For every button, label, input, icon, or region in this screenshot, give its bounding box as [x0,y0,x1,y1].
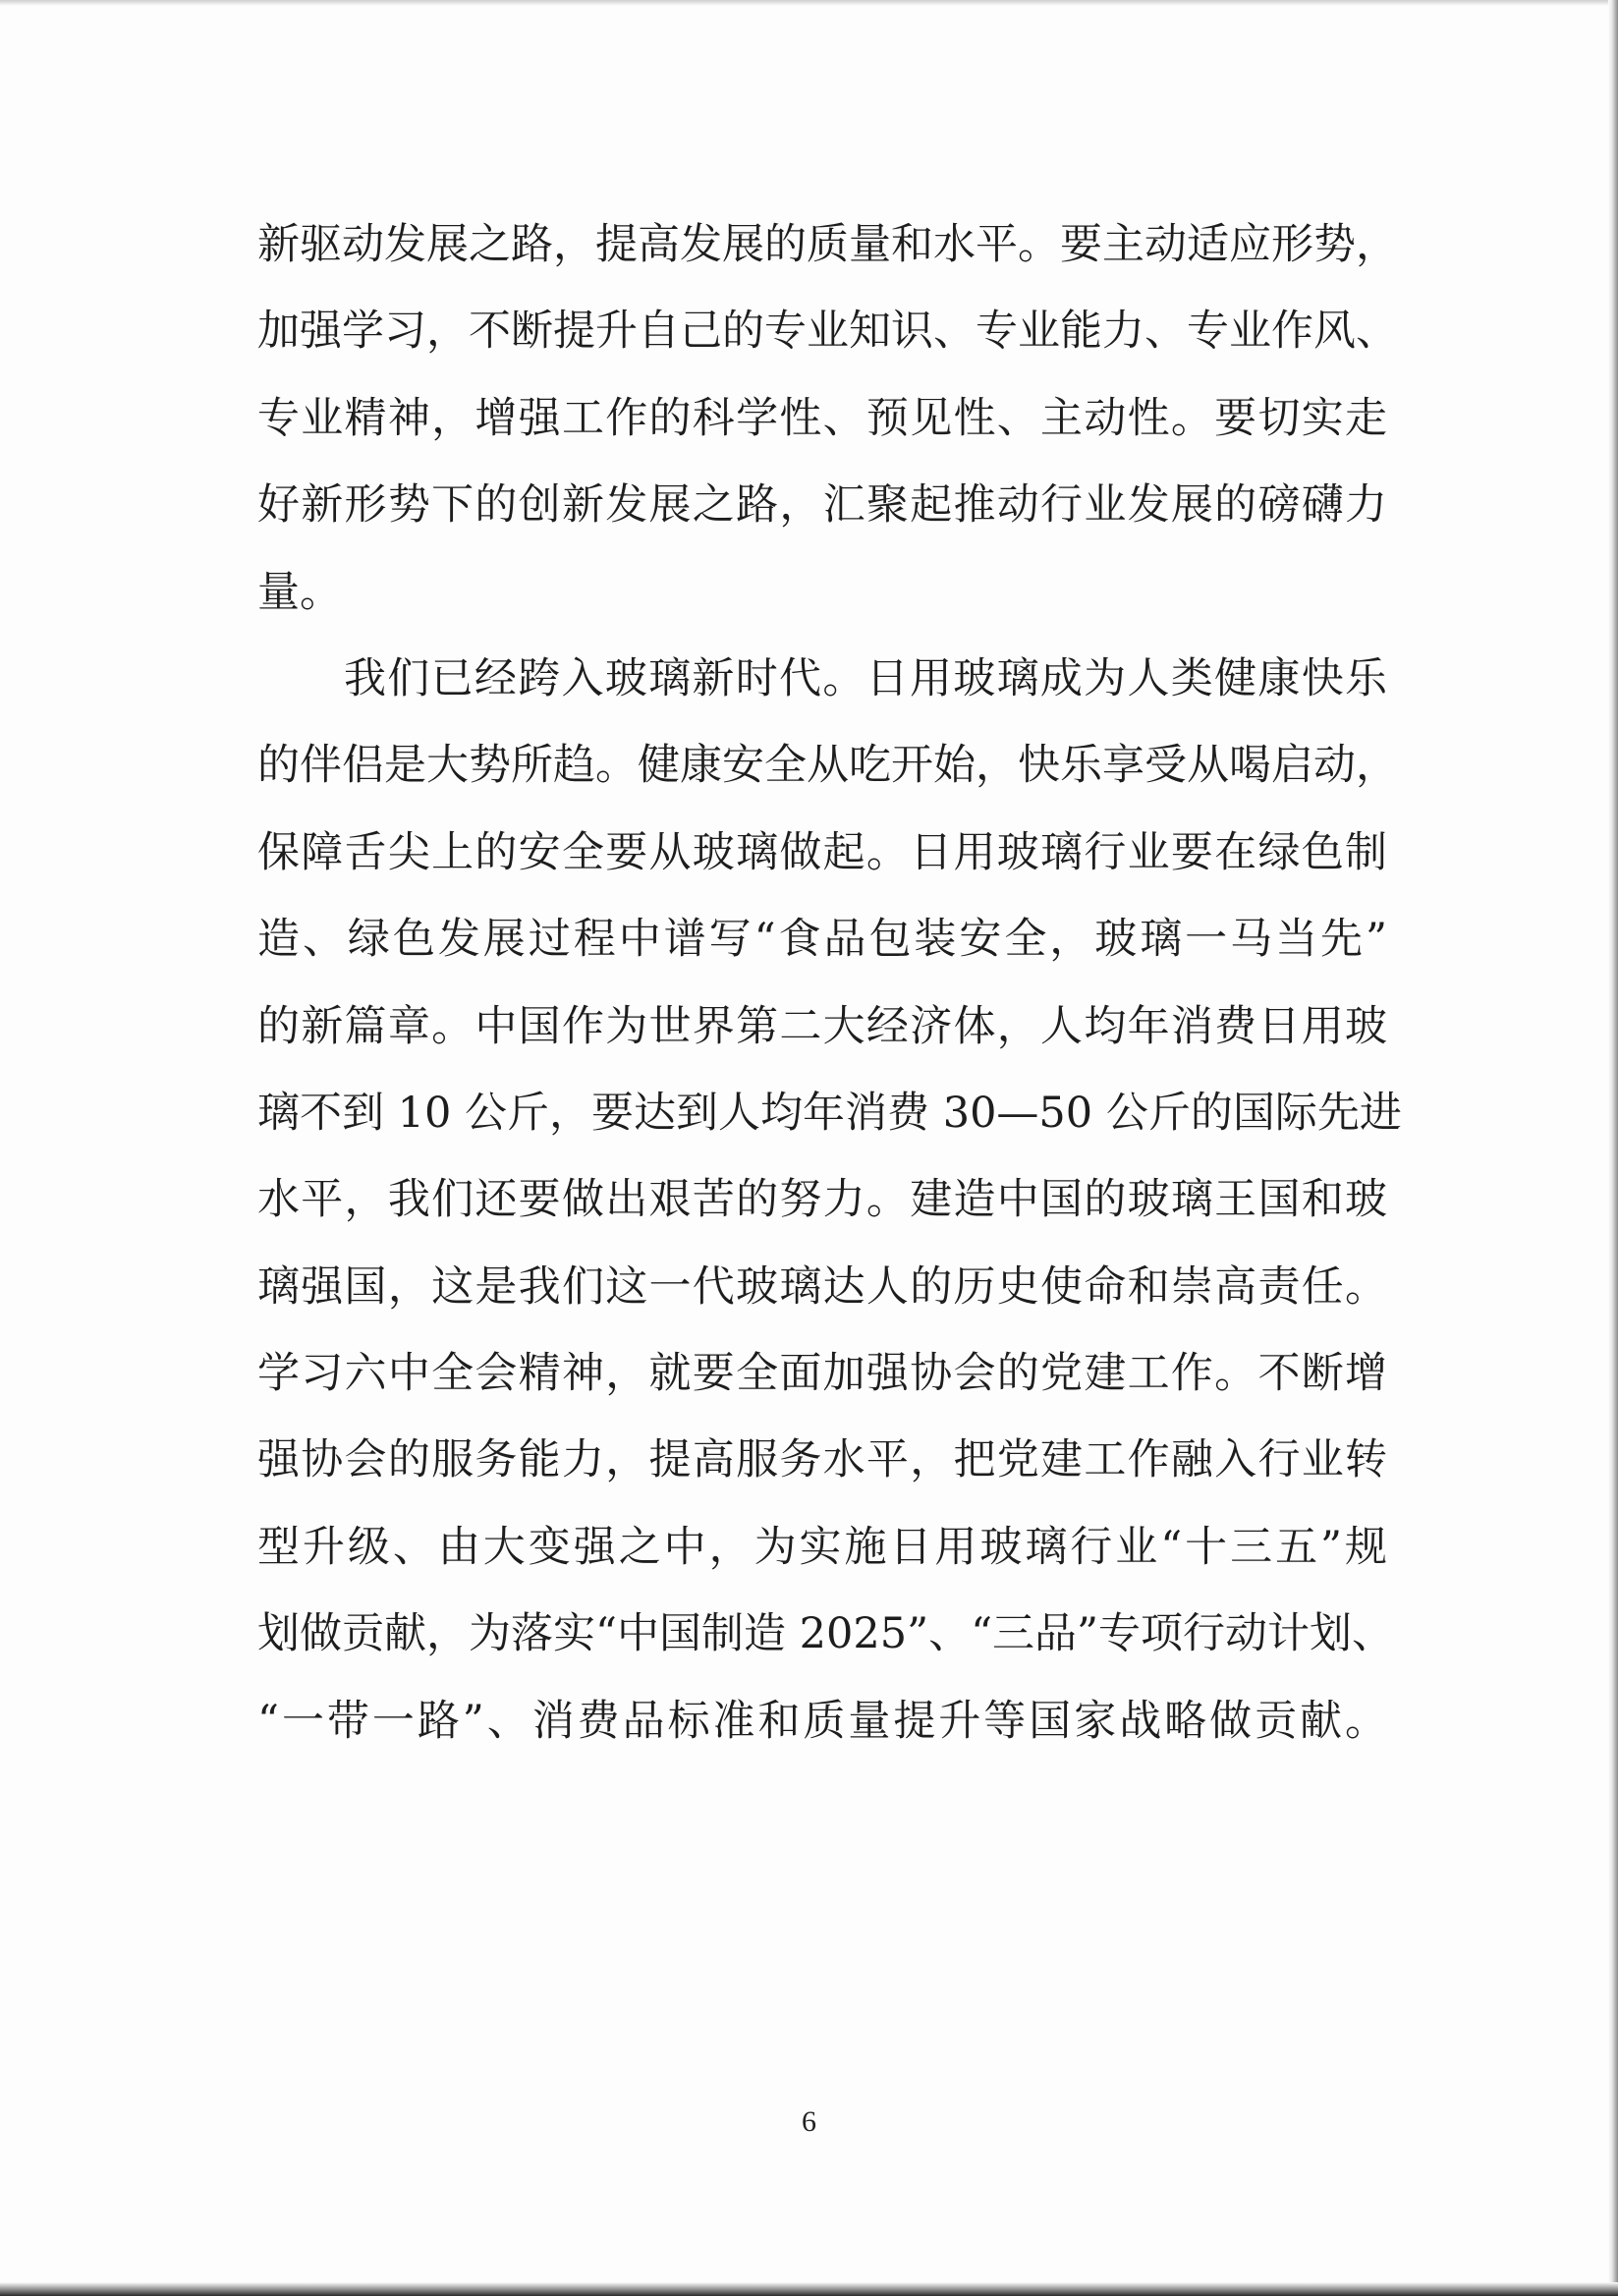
text-line: 新驱动发展之路，提高发展的质量和水平。要主动适应形势， [257,220,1398,269]
text-line: 的新篇章。中国作为世界第二大经济体，人均年消费日用玻 [257,1001,1387,1051]
text-line: 量。 [257,567,342,617]
scan-edge-right [1608,0,1618,2296]
text-line: 造、绿色发展过程中谱写“食品包装安全，玻璃一马当先” [257,915,1387,965]
text-line: 我们已经跨入玻璃新时代。日用玻璃成为人类健康快乐 [344,653,1387,703]
paragraph-1 [257,201,1398,636]
text-line: 水平，我们还要做出艰苦的努力。建造中国的玻璃王国和玻 [257,1175,1387,1225]
text-line [257,1764,1387,1851]
text-line: 划做贡献，为落实“中国制造 2025”、“三品”专项行动计划、 [257,1609,1395,1659]
text-line: 型升级、由大变强之中，为实施日用玻璃行业“十三五”规 [257,1522,1387,1572]
paragraph-2 [257,636,1402,1851]
text-line: 保障舌尖上的安全要从玻璃做起。日用玻璃行业要在绿色制 [257,827,1387,877]
body-text [257,201,1402,1851]
text-line: “一带一路”、消费品标准和质量提升等国家战略做贡献。 [257,1696,1387,1746]
text-line: 强协会的服务能力，提高服务水平，把党建工作融入行业转 [257,1435,1387,1485]
scan-edge-top [0,0,1618,6]
text-line: 好新形势下的创新发展之路，汇聚起推动行业发展的磅礴力 [257,480,1387,531]
page-number: 6 [802,2105,816,2138]
scan-edge-bottom [0,2282,1618,2296]
text-line: 学习六中全会精神，就要全面加强协会的党建工作。不断增 [257,1349,1387,1399]
text-line: 专业精神，增强工作的科学性、预见性、主动性。要切实走 [257,393,1387,443]
text-line: 的伴侣是大势所趋。健康安全从吃开始，快乐享受从喝启动， [257,741,1398,791]
text-line: 璃不到 10 公斤，要达到人均年消费 30—50 公斤的国际先进 [257,1088,1402,1138]
text-line: 璃强国，这是我们这一代玻璃达人的历史使命和崇高责任。 [257,1261,1387,1312]
text-line: 加强学习，不断提升自己的专业知识、专业能力、专业作风、 [257,307,1398,357]
